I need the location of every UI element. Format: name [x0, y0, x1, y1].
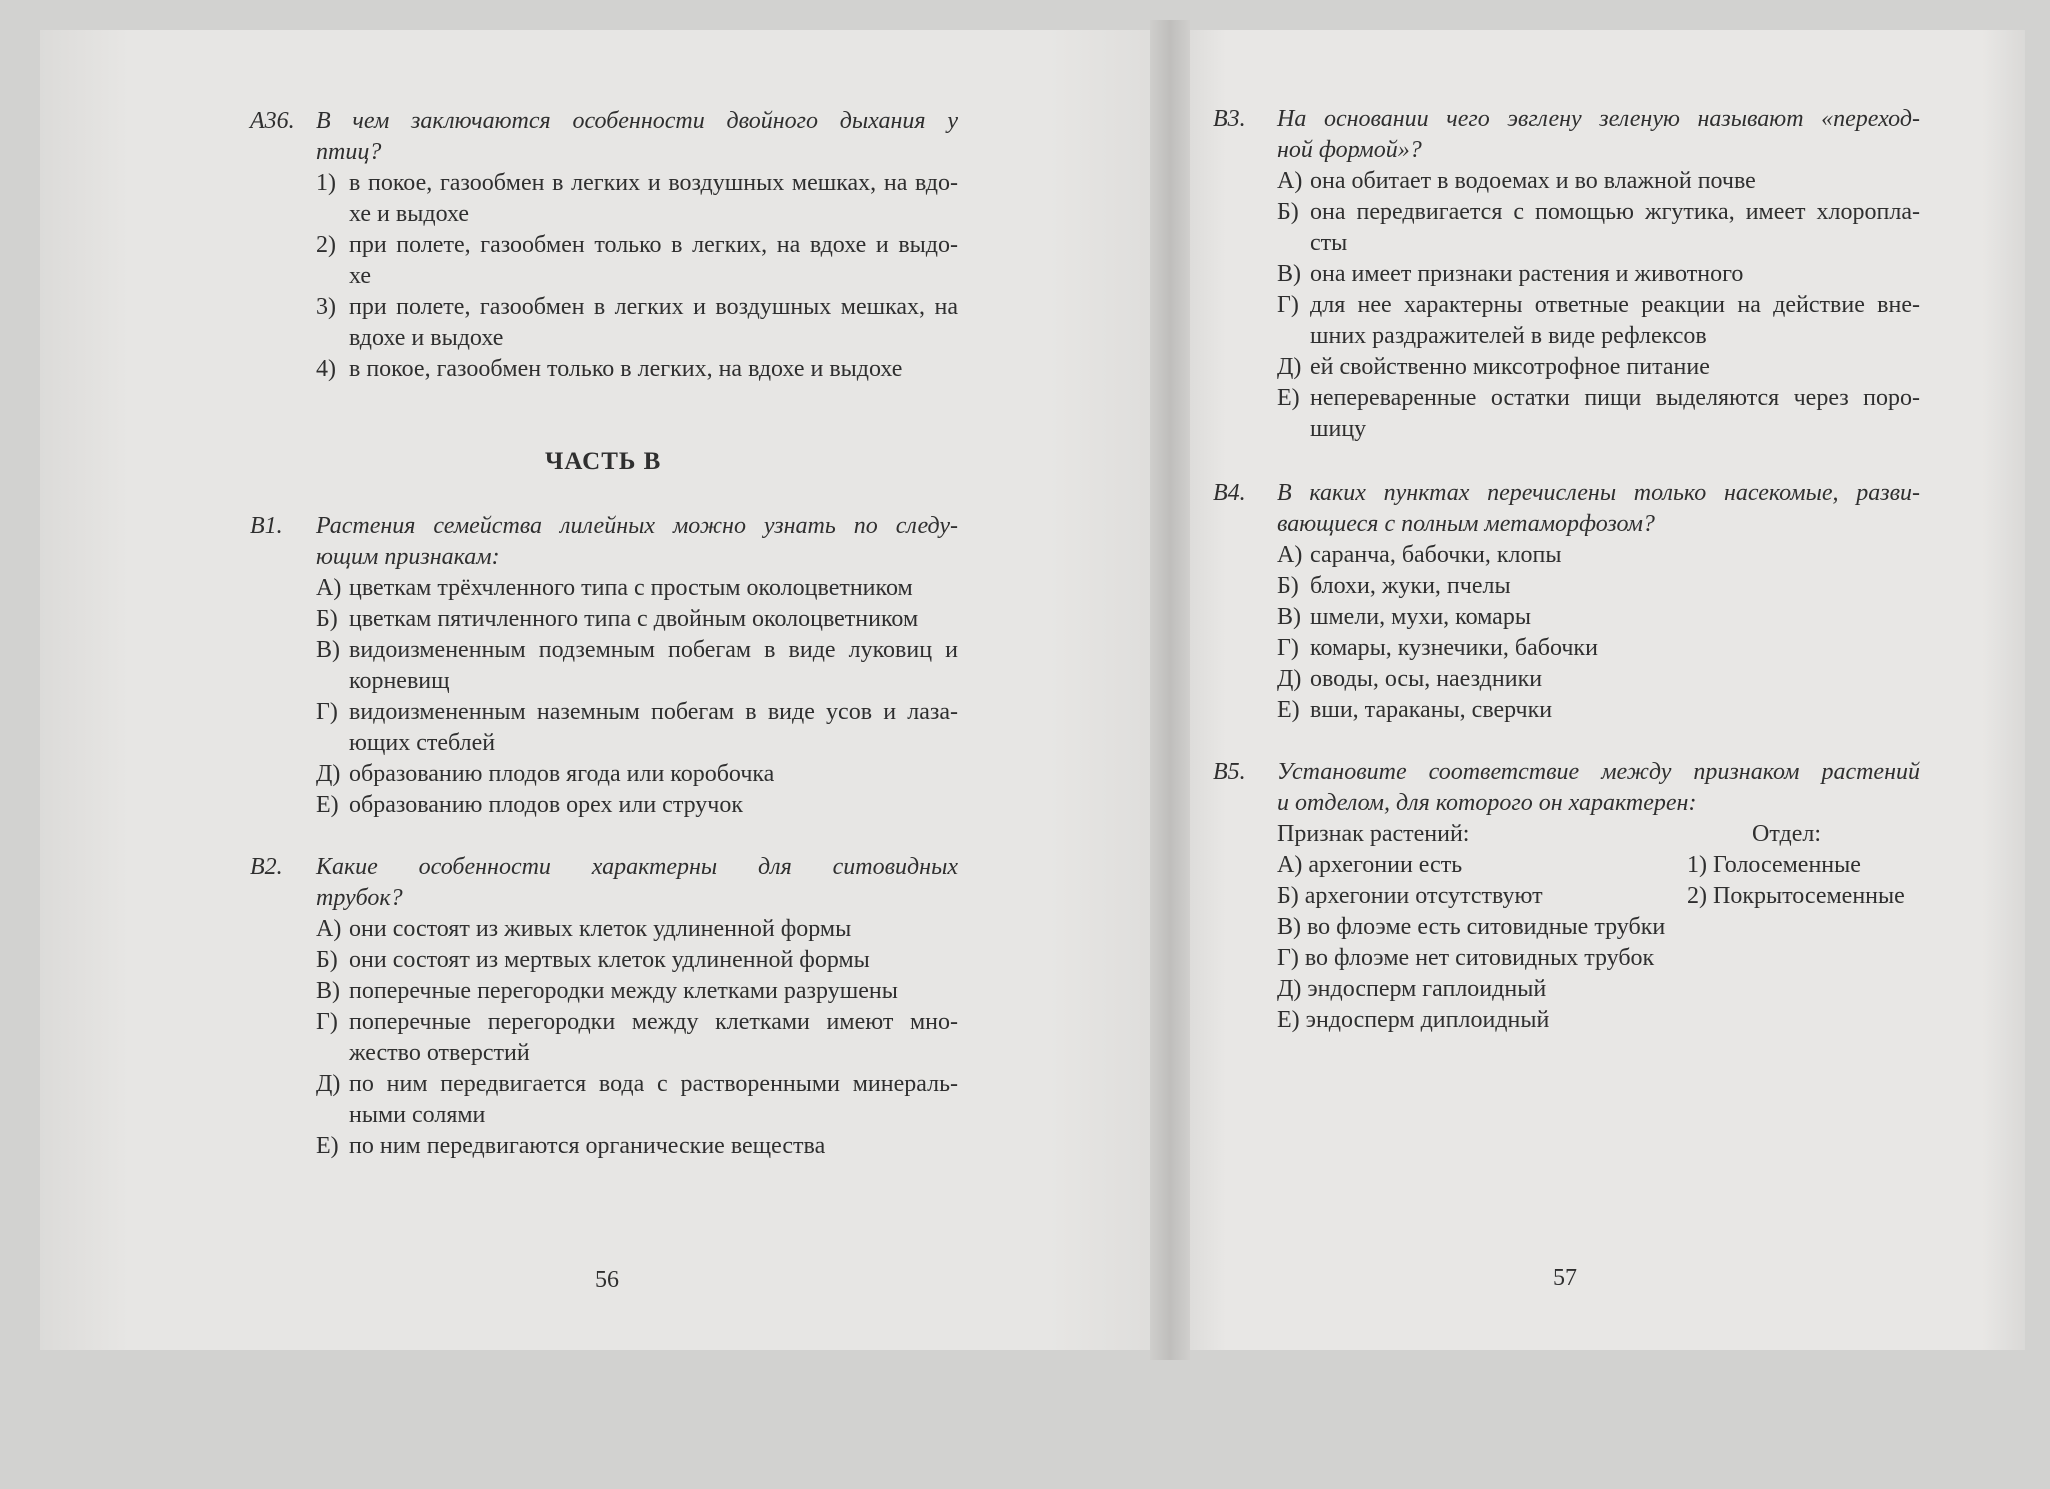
match-row: Г) во флоэме нет ситовидных трубок: [1277, 945, 1655, 971]
answer-option: А) они состоят из живых клеток удлиненной формы: [316, 916, 852, 942]
question-a36: [250, 106, 958, 385]
answer-option: Г) для нее характерны ответные реакции на действие вне- шних раздражителей в виде рефлексов: [1277, 292, 1920, 349]
match-header: [1277, 819, 1920, 850]
page-number: 56: [595, 1267, 619, 1293]
page-number: 57: [1553, 1265, 1577, 1291]
answer-option: Д) ей свойственно миксотрофное питание: [1277, 354, 1710, 380]
question-text: В чем заключаются особенности двойного дыхания у: [316, 108, 958, 134]
answer-option: Д) по ним передвигается вода с растворенными минераль- ными солями: [316, 1071, 958, 1128]
answer-option: Д) оводы, осы, наездники: [1277, 666, 1543, 692]
question-text: На основании чего эвглену зеленую называют «переход-: [1277, 106, 1920, 132]
question-number: В4.: [1213, 480, 1246, 506]
answer-option: 1) в покое, газообмен в легких и воздушных мешках, на вдо- хе и выдохе: [316, 170, 958, 227]
question-text: трубок?: [316, 885, 403, 911]
answer-option: Е) непереваренные остатки пищи выделяются через поро- шицу: [1277, 385, 1920, 442]
answer-option: В) видоизмененным подземным побегам в виде луковиц и корневищ: [316, 637, 958, 694]
question-text: Установите соответствие между признаком растений: [1277, 759, 1920, 785]
question-b4: [1213, 478, 1920, 726]
question-text: ющим признакам:: [316, 544, 500, 570]
answer-option: Б) цветкам пятичленного типа с двойным околоцветником: [316, 606, 919, 632]
answer-option: А) цветкам трёхчленного типа с простым околоцветником: [316, 575, 913, 601]
answer-option: Е) по ним передвигаются органические вещества: [316, 1133, 826, 1159]
answer-option: Е) образованию плодов орех или стручок: [316, 792, 744, 818]
question-number: В3.: [1213, 106, 1246, 132]
question-b2: [250, 852, 958, 1162]
question-b3: [1213, 104, 1920, 445]
answer-option: Г) поперечные перегородки между клетками имеют мно- жество отверстий: [316, 1009, 958, 1066]
section-title: ЧАСТЬ В: [545, 448, 662, 475]
match-row: Е) эндосперм диплоидный: [1277, 1007, 1550, 1033]
question-text: В каких пунктах перечислены только насекомые, разви-: [1277, 480, 1920, 506]
question-number: В2.: [250, 854, 283, 880]
question-text: вающиеся с полным метаморфозом?: [1277, 511, 1655, 537]
answer-option: Б) она передвигается с помощью жгутика, имеет хлоропла- сты: [1277, 199, 1920, 256]
question-text: Какие особенности характерны для ситовидных: [316, 854, 958, 880]
answer-option: Б) они состоят из мертвых клеток удлиненной формы: [316, 947, 870, 973]
question-b5: [1213, 757, 1920, 1036]
answer-option: Г) видоизмененным наземным побегам в виде усов и лаза- ющих стеблей: [316, 699, 958, 756]
answer-option: В) шмели, мухи, комары: [1277, 604, 1531, 630]
answer-option: Б) блохи, жуки, пчелы: [1277, 573, 1511, 599]
match-row: Д) эндосперм гаплоидный: [1277, 976, 1547, 1002]
question-b1: [250, 511, 958, 821]
answer-option: 3) при полете, газообмен в легких и воздушных мешках, на вдохе и выдохе: [316, 294, 958, 351]
question-text: птиц?: [316, 139, 382, 165]
answer-option: 2) при полете, газообмен только в легких, на вдохе и выдо- хе: [316, 232, 958, 289]
answer-option: А) она обитает в водоемах и во влажной почве: [1277, 168, 1756, 194]
match-row: Б) архегонии отсутствуют 2) Покрытосеменные: [1277, 883, 1905, 909]
answer-option: В) поперечные перегородки между клетками разрушены: [316, 978, 898, 1004]
answer-option: Д) образованию плодов ягода или коробочка: [316, 761, 775, 787]
match-header-left: Признак растений:: [1277, 821, 1470, 847]
book-gutter: [1150, 20, 1190, 1360]
match-row: В) во флоэме есть ситовидные трубки: [1277, 914, 1666, 940]
question-text: Растения семейства лилейных можно узнать по следу-: [316, 513, 958, 539]
question-text: ной формой»?: [1277, 137, 1422, 163]
answer-option: 4) в покое, газообмен только в легких, на вдохе и выдохе: [316, 356, 903, 382]
answer-option: Г) комары, кузнечики, бабочки: [1277, 635, 1598, 661]
answer-option: В) она имеет признаки растения и животного: [1277, 261, 1744, 287]
match-row: А) архегонии есть 1) Голосеменные: [1277, 852, 1861, 878]
question-number: В5.: [1213, 759, 1246, 785]
question-text: и отделом, для которого он характерен:: [1277, 790, 1697, 816]
answer-option: А) саранча, бабочки, клопы: [1277, 542, 1562, 568]
match-header-right: Отдел:: [1752, 821, 1822, 847]
question-number: А36.: [250, 108, 295, 134]
answer-option: Е) вши, тараканы, сверчки: [1277, 697, 1553, 723]
question-number: В1.: [250, 513, 283, 539]
